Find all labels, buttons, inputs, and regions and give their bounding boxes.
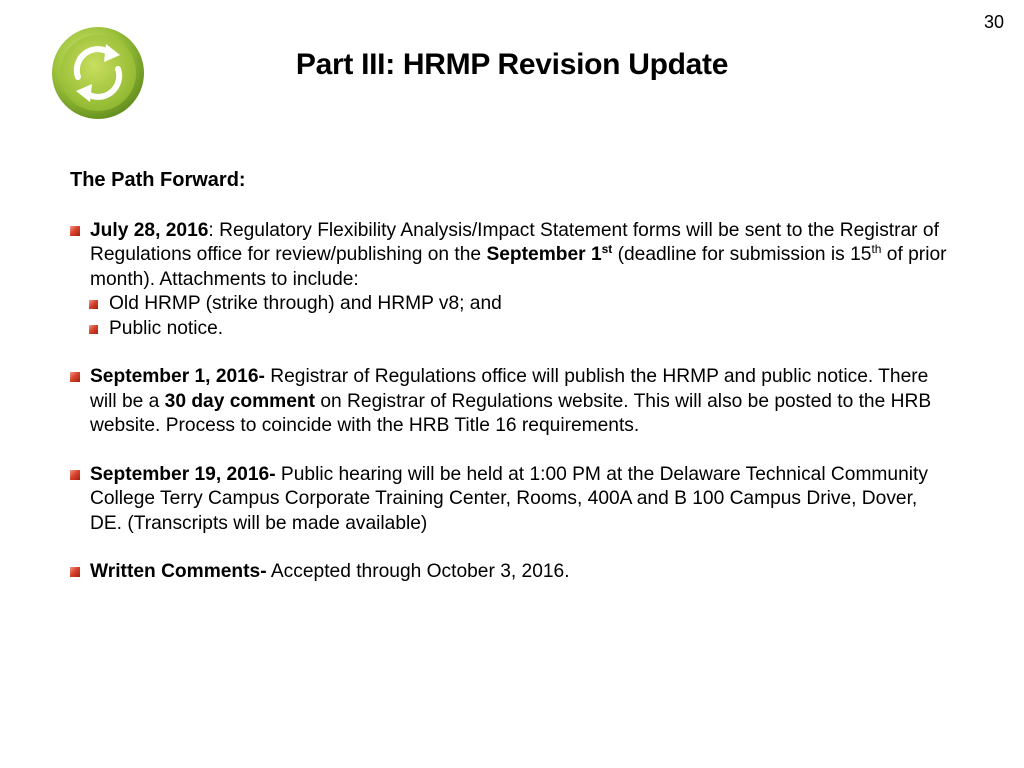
bullet-icon: [70, 372, 80, 382]
item-text: (deadline for submission is 15: [612, 244, 872, 265]
item-bold-sup: st: [601, 242, 613, 256]
item-text: : Regulatory Flexibility Analysis/Impact Statement forms will be sent to the Registrar of Regulations office for review/publishing on the: [90, 219, 939, 265]
item-text: Registrar of Regulations office will publish the HRMP and public notice. There will be a: [90, 366, 929, 412]
bullet-icon: [70, 567, 80, 577]
list-item-written-comments: [70, 560, 950, 585]
slide-number: 30: [983, 12, 1004, 32]
item-bold: September 1: [486, 244, 602, 265]
item-text: on Registrar of Regulations website. This will also be posted to the HRB website. Process to coincide with the HRB Title 16 requirements.: [90, 390, 932, 436]
bullet-icon: [70, 470, 80, 480]
sub-list: [70, 292, 950, 341]
slide-title: Part III: HRMP Revision Update: [295, 48, 729, 81]
bullet-icon: [89, 300, 98, 309]
slide-content: [70, 168, 950, 609]
sub-list-item: Public notice.: [70, 317, 950, 342]
list-item-july-28: [70, 219, 950, 293]
list-item-september-19: [70, 463, 950, 537]
item-date: September 1, 2016-: [90, 366, 265, 387]
item-bold: 30 day comment: [164, 390, 316, 412]
item-date: July 28, 2016: [90, 219, 209, 241]
bullet-icon: [70, 226, 80, 236]
item-date: September 19, 2016-: [90, 463, 276, 485]
bullet-icon: [89, 325, 98, 334]
sub-list-item: Old HRMP (strike through) and HRMP v8; and: [70, 292, 950, 317]
item-sup: th: [871, 242, 882, 256]
section-heading: The Path Forward:: [70, 169, 246, 191]
item-text: Public hearing will be held at 1:00 PM at the Delaware Technical Community College Terry Campus Corporate Training Center, Rooms, 400A and B 100 Campus Drive, Dover, DE. (Transcripts will be made available): [90, 463, 928, 534]
item-text: of prior month). Attachments to include:: [90, 244, 947, 290]
item-date: Written Comments-: [90, 561, 267, 582]
item-text: Accepted through October 3, 2016.: [266, 561, 570, 582]
list-item-september-1: [70, 365, 950, 439]
